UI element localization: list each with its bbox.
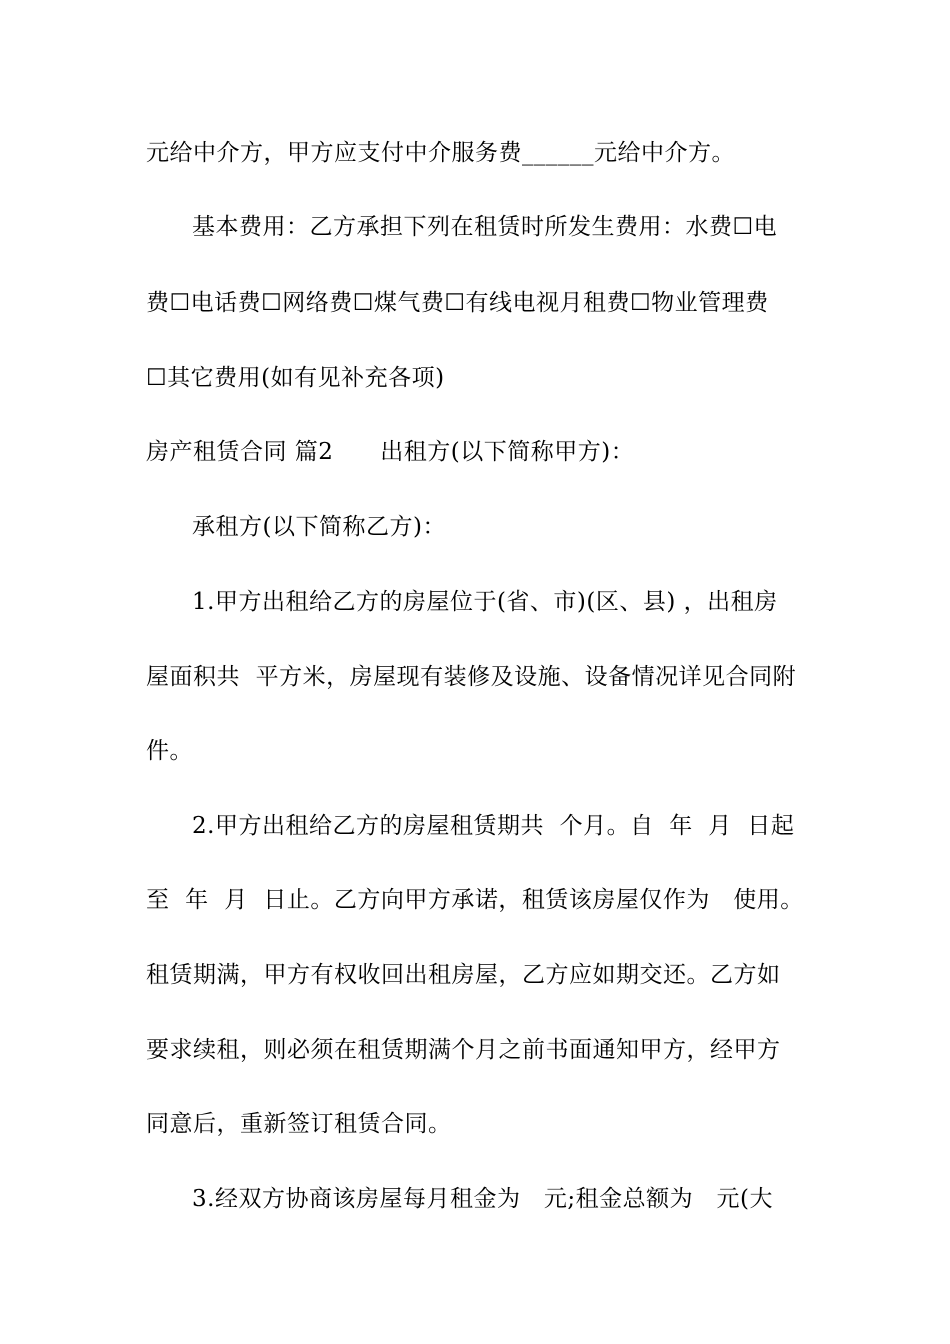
text-line-3: 费☐电话费☐网络费☐煤气费☐有线电视月租费☐物业管理费 bbox=[146, 290, 769, 316]
text-line-9: 件。 bbox=[146, 738, 193, 764]
text-line-12: 租赁期满，甲方有权收回出租房屋，乙方应如期交还。乙方如 bbox=[146, 962, 781, 988]
text-line-15: 3.经双方协商该房屋每月租金为 元;租金总额为 元(大 bbox=[192, 1186, 774, 1212]
text-line-14: 同意后，重新签订租赁合同。 bbox=[146, 1111, 452, 1137]
text-line-7: 1.甲方出租给乙方的房屋位于(省、市)(区、县) ，出租房 bbox=[192, 589, 778, 615]
text-line-10: 2.甲方出租给乙方的房屋租赁期共 个月。自 年 月 日起 bbox=[192, 813, 795, 839]
text-line-13: 要求续租，则必须在租赁期满个月之前书面通知甲方，经甲方 bbox=[146, 1037, 781, 1063]
text-line-6: 承租方(以下简称乙方)： bbox=[192, 514, 446, 540]
section-heading-line: 房产租赁合同 篇2 出租方(以下简称甲方)： bbox=[146, 439, 635, 465]
text-line-11: 至 年 月 日止。乙方向甲方承诺，租赁该房屋仅作为 使用。 bbox=[146, 887, 804, 913]
text-line-8: 屋面积共 平方米，房屋现有装修及设施、设备情况详见合同附 bbox=[146, 664, 797, 690]
text-line-1: 元给中介方，甲方应支付中介服务费______元给中介方。 bbox=[146, 140, 735, 166]
text-line-2: 基本费用：乙方承担下列在租赁时所发生费用：水费☐电 bbox=[192, 214, 778, 240]
text-line-4: ☐其它费用(如有见补充各项) bbox=[146, 365, 445, 391]
